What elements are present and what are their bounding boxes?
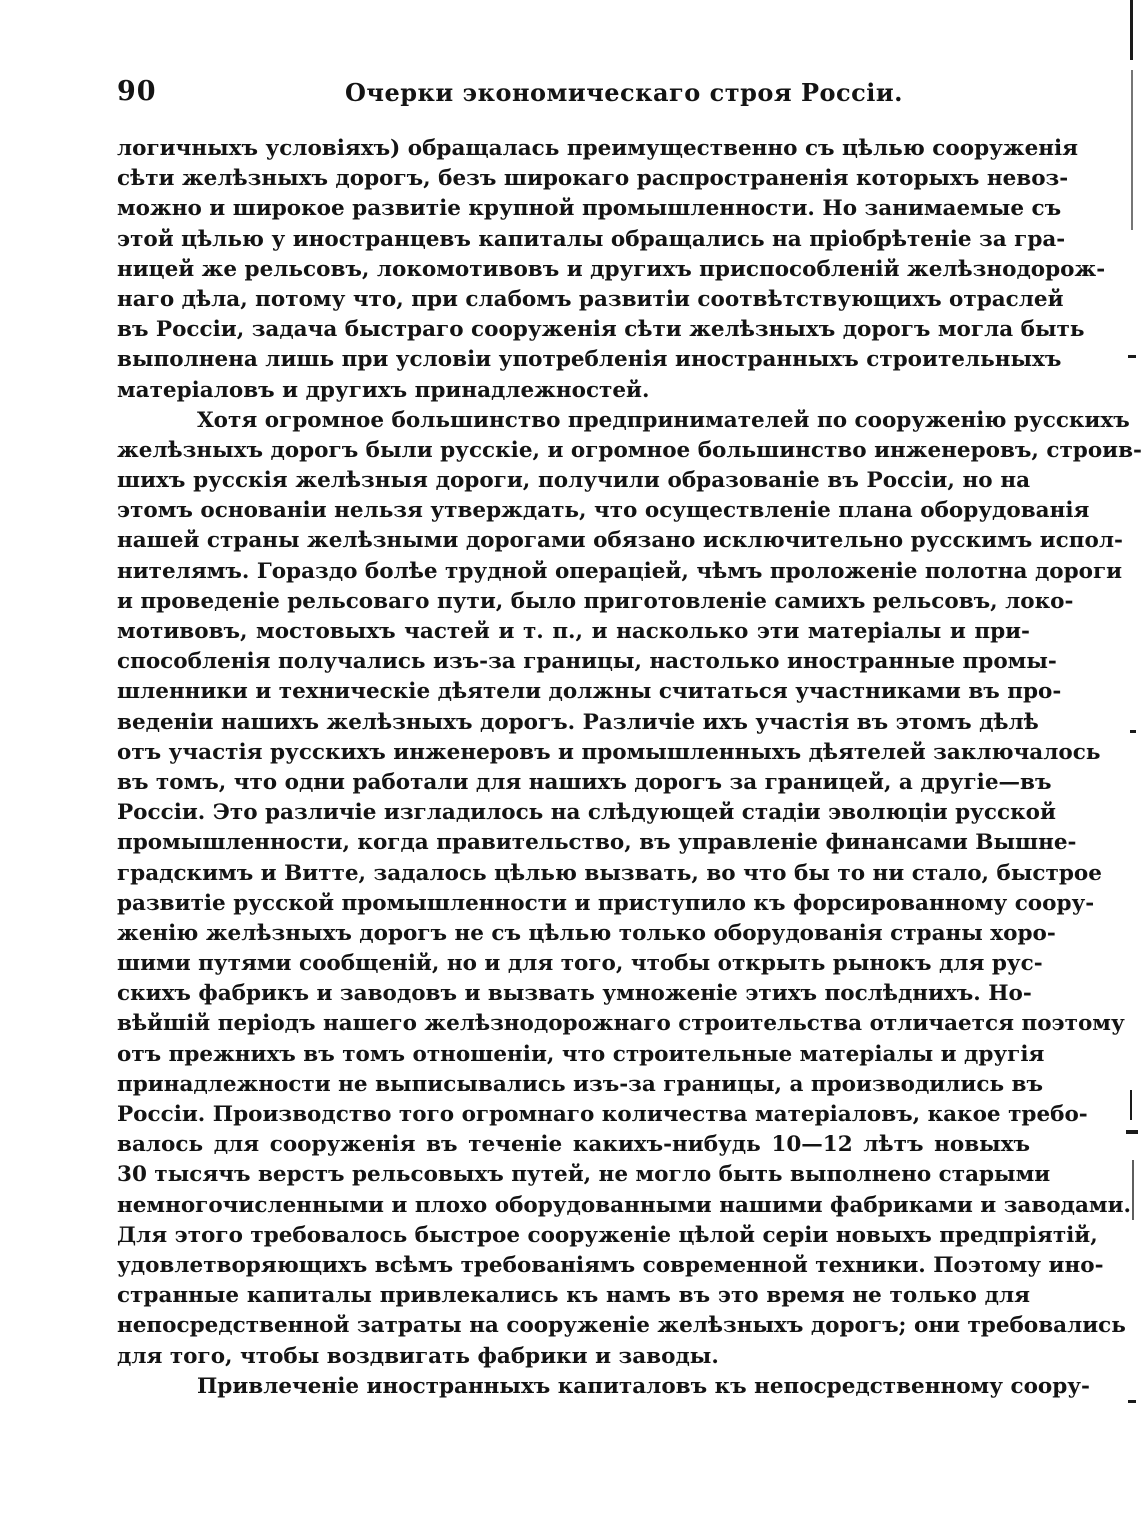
text-line: 30 тысячъ верстъ рельсовыхъ путей, не могло быть выполнено старыми [117, 1162, 1051, 1188]
page-number: 90 [117, 76, 157, 107]
text-line: странные капиталы привлекались къ намъ въ это время не только для [117, 1283, 1030, 1309]
body-text [117, 134, 1142, 1402]
text-line: нителямъ. Гораздо болѣе трудной операціей, чѣмъ проложеніе полотна дороги [117, 558, 1123, 584]
page-header [117, 76, 1032, 116]
scan-edge-marks [1126, 0, 1140, 1534]
text-line: вѣйшій періодъ нашего желѣзнодорожнаго строительства отличается поэтому [117, 1011, 1125, 1037]
text-line: шими путями сообщеній, но и для того, чтобы открыть рынокъ для рус- [117, 951, 1043, 977]
text-line: логичныхъ условіяхъ) обращалась преимущественно съ цѣлью сооруженія [117, 136, 1079, 161]
scan-mark [1130, 1090, 1132, 1120]
scan-mark [1128, 355, 1136, 358]
text-line: матеріаловъ и другихъ принадлежностей. [117, 377, 650, 403]
text-line: женію желѣзныхъ дорогъ не съ цѣлью только оборудованія страны хоро- [117, 920, 1056, 946]
text-line: этой цѣлью у иностранцевъ капиталы обращались на пріобрѣтеніе за гра- [117, 226, 1066, 252]
text-line: отъ участія русскихъ инженеровъ и промышленныхъ дѣятелей заключалось [117, 739, 1101, 765]
text-line: можно и широкое развитіе крупной промышленности. Но занимаемые съ [117, 196, 1062, 222]
text-line: въ томъ, что одни работали для нашихъ дорогъ за границей, а другіе—въ [117, 769, 1052, 795]
text-line: Россіи. Производство того огромнаго количества матеріаловъ, какое требо- [117, 1102, 1088, 1127]
text-line: желѣзныхъ дорогъ были русскіе, и огромное большинство инженеровъ, строив- [117, 437, 1142, 463]
text-line: шленники и техническіе дѣятели должны считаться участниками въ про- [117, 679, 1062, 705]
text-line: валось для сооруженія въ теченіе какихъ-нибудь 10—12 лѣтъ новыхъ [117, 1132, 1030, 1158]
text-line: сѣти желѣзныхъ дорогъ, безъ широкаго распространенія которыхъ невоз- [117, 166, 1069, 192]
text-line: скихъ фабрикъ и заводовъ и вызвать умноженіе этихъ послѣднихъ. Но- [117, 981, 1032, 1007]
scan-mark [1130, 730, 1136, 733]
text-line: непосредственной затраты на сооруженіе желѣзныхъ дорогъ; они требовались [117, 1313, 1126, 1339]
scan-mark [1128, 1400, 1136, 1403]
text-line: для того, чтобы воздвигать фабрики и заводы. [117, 1343, 719, 1369]
text-line: и проведеніе рельсоваго пути, было приготовленіе самихъ рельсовъ, локо- [117, 588, 1074, 614]
text-line: Россіи. Это различіе изгладилось на слѣдующей стадіи эволюціи русской [117, 800, 1056, 826]
text-line: мотивовъ, мостовыхъ частей и т. п., и насколько эти матеріалы и при- [117, 619, 1030, 644]
scan-mark [1132, 1160, 1134, 1220]
text-line: принадлежности не выписывались изъ-за границы, а производились въ [117, 1071, 1043, 1097]
text-line: веденіи нашихъ желѣзныхъ дорогъ. Различіе ихъ участія въ этомъ дѣлѣ [117, 709, 1039, 735]
text-line: Хотя огромное большинство предпринимателей по сооруженію русскихъ [197, 407, 1130, 433]
text-line: немногочисленными и плохо оборудованными нашими фабриками и заводами. [117, 1192, 1131, 1218]
text-line: удовлетворяющихъ всѣмъ требованіямъ современной техники. Поэтому ино- [117, 1252, 1104, 1278]
text-line: шихъ русскія желѣзныя дороги, получили образованіе въ Россіи, но на [117, 468, 1030, 494]
text-line: Для этого требовалось быстрое сооруженіе цѣлой серіи новыхъ предпріятій, [117, 1222, 1098, 1248]
text-line: способленія получались изъ-за границы, настолько иностранные промы- [117, 649, 1057, 675]
text-line: развитіе русской промышленности и приступило къ форсированному соору- [117, 890, 1095, 916]
text-line: промышленности, когда правительство, въ управленіе финансами Вышне- [117, 830, 1077, 856]
text-line: Привлеченіе иностранныхъ капиталовъ къ непосредственному соору- [197, 1373, 1090, 1399]
text-line: нашей страны желѣзными дорогами обязано исключительно русскимъ испол- [117, 528, 1123, 554]
text-line: ницей же рельсовъ, локомотивовъ и другихъ приспособленій желѣзнодорож- [117, 256, 1106, 282]
scan-mark [1130, 0, 1133, 60]
text-line: выполнена лишь при условіи употребленія иностранныхъ строительныхъ [117, 347, 1062, 373]
text-line: наго дѣла, потому что, при слабомъ развитіи соотвѣтствующихъ отраслей [117, 286, 1064, 312]
scan-mark [1126, 1130, 1138, 1134]
text-line: въ Россіи, задача быстраго сооруженія сѣти желѣзныхъ дорогъ могла быть [117, 317, 1085, 343]
text-line: этомъ основаніи нельзя утверждать, что осуществленіе плана оборудованія [117, 498, 1090, 524]
scan-mark [1131, 70, 1133, 230]
text-line: градскимъ и Витте, задалось цѣлью вызвать, во что бы то ни стало, быстрое [117, 860, 1102, 886]
running-title: Очерки экономическаго строя Россіи. [345, 78, 904, 107]
text-line: отъ прежнихъ въ томъ отношеніи, что строительные матеріалы и другія [117, 1041, 1045, 1067]
